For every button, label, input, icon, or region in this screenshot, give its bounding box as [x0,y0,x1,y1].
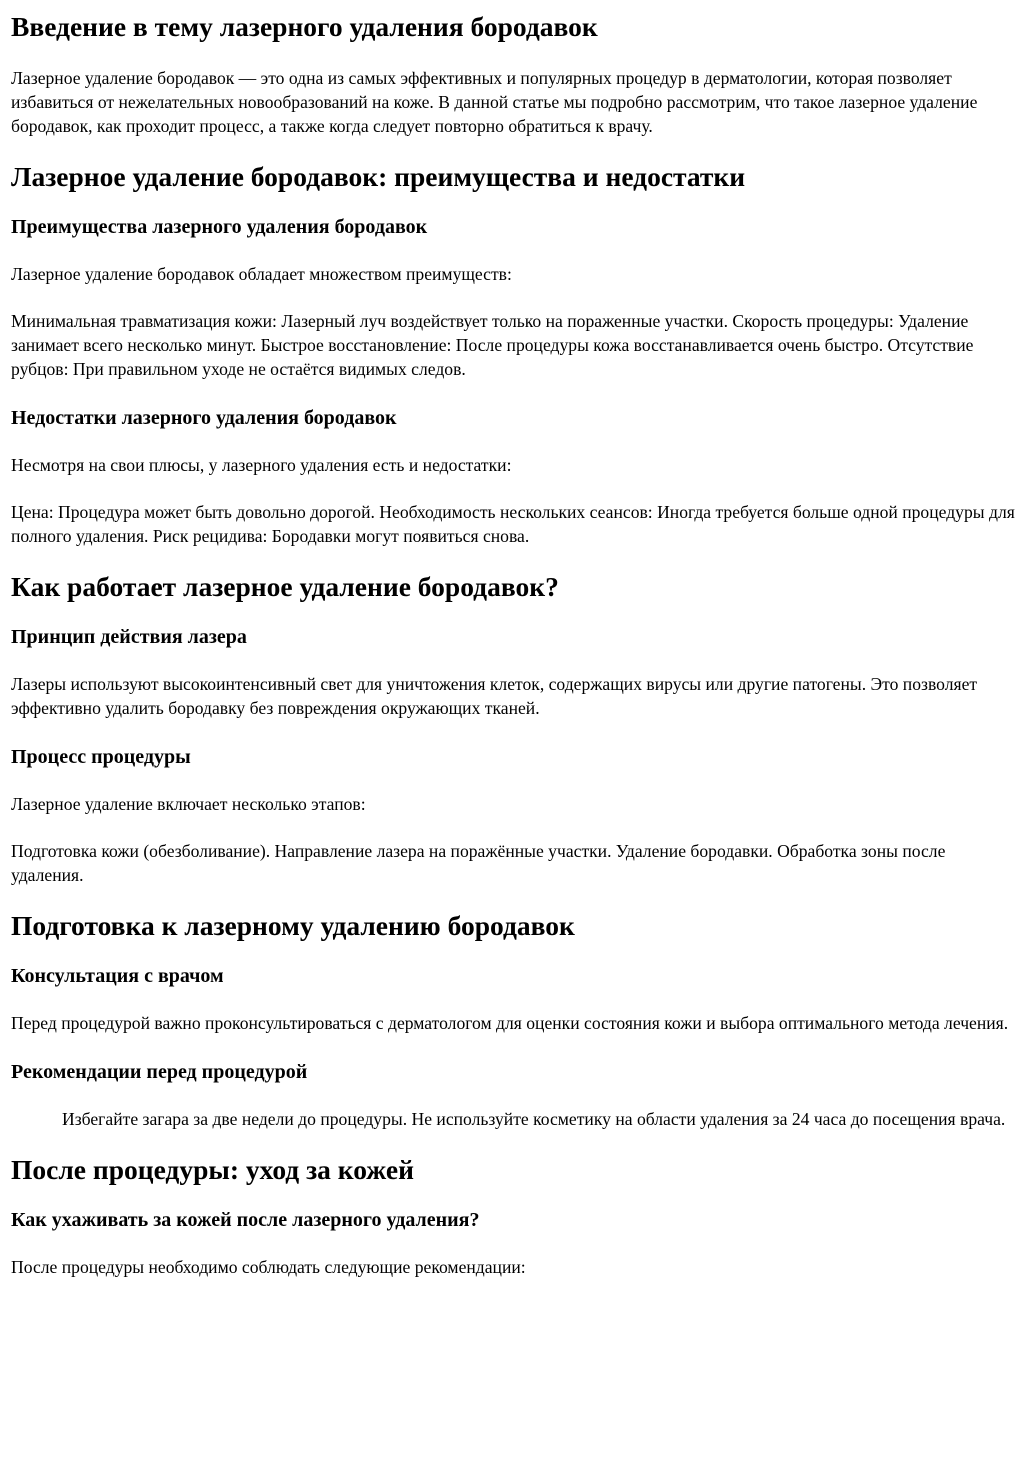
section-title-pros-cons: Лазерное удаление бородавок: преимущества и недостатки [11,161,746,192]
section-title-preparation: Подготовка к лазерному удалению бородавок [11,910,575,941]
section-title-intro: Введение в тему лазерного удаления бородавок [11,11,598,42]
subsection-title-consultation: Консультация с врачом [11,965,224,987]
subsection-title-pros: Преимущества лазерного удаления бородавок [11,216,428,238]
subsection-title-cons: Недостатки лазерного удаления бородавок [11,407,397,429]
subsection-title-skin-care: Как ухаживать за кожей после лазерного удаления? [11,1209,480,1231]
section-title-aftercare: После процедуры: уход за кожей [11,1154,414,1185]
subsection-title-principle: Принцип действия лазера [11,626,247,648]
cons-intro: Несмотря на свои плюсы, у лазерного удаления есть и недостатки: [11,455,512,475]
pros-list: Минимальная травматизация кожи: Лазерный луч воздействует только на пораженные участки. Скорость процедуры: Удаление занимает всего несколько минут. Быстрое восстановление: После процедуры кожа восстанавливается очень быстро. Отсутствие рубцов: При правильном уходе не остаётся видимых следов. [11,311,974,379]
article [0,11,1016,1279]
recommendations-blockquote: Избегайте загара за две недели до процедуры. Не используйте косметику на области удаления за 24 часа до посещения врача. [62,1109,1006,1129]
principle-text: Лазеры используют высокоинтенсивный свет для уничтожения клеток, содержащих вирусы или другие патогены. Это позволяет эффективно удалить бородавку без повреждения окружающих тканей. [11,674,978,718]
section-title-how-it-works: Как работает лазерное удаление бородавок? [11,571,559,602]
skin-care-intro: После процедуры необходимо соблюдать следующие рекомендации: [11,1257,526,1277]
process-steps: Подготовка кожи (обезболивание). Направление лазера на поражённые участки. Удаление бородавки. Обработка зоны после удаления. [11,841,946,885]
process-intro: Лазерное удаление включает несколько этапов: [11,794,366,814]
cons-list: Цена: Процедура может быть довольно дорогой. Необходимость нескольких сеансов: Иногда требуется больше одной процедуры для полного удаления. Риск рецидива: Бородавки могут появиться снова. [11,502,1015,546]
intro-paragraph: Лазерное удаление бородавок — это одна из самых эффективных и популярных процедур в дерматологии, которая позволяет избавиться от нежелательных новообразований на коже. В данной статье мы подробно рассмотрим, что такое лазерное удаление бородавок, как проходит процесс, а также когда следует повторно обратиться к врачу. [11,68,978,136]
subsection-title-recommendations: Рекомендации перед процедурой [11,1061,308,1083]
subsection-title-process: Процесс процедуры [11,746,191,768]
consultation-text: Перед процедурой важно проконсультироваться с дерматологом для оценки состояния кожи и выбора оптимального метода лечения. [11,1013,1009,1033]
pros-intro: Лазерное удаление бородавок обладает множеством преимуществ: [11,264,512,284]
